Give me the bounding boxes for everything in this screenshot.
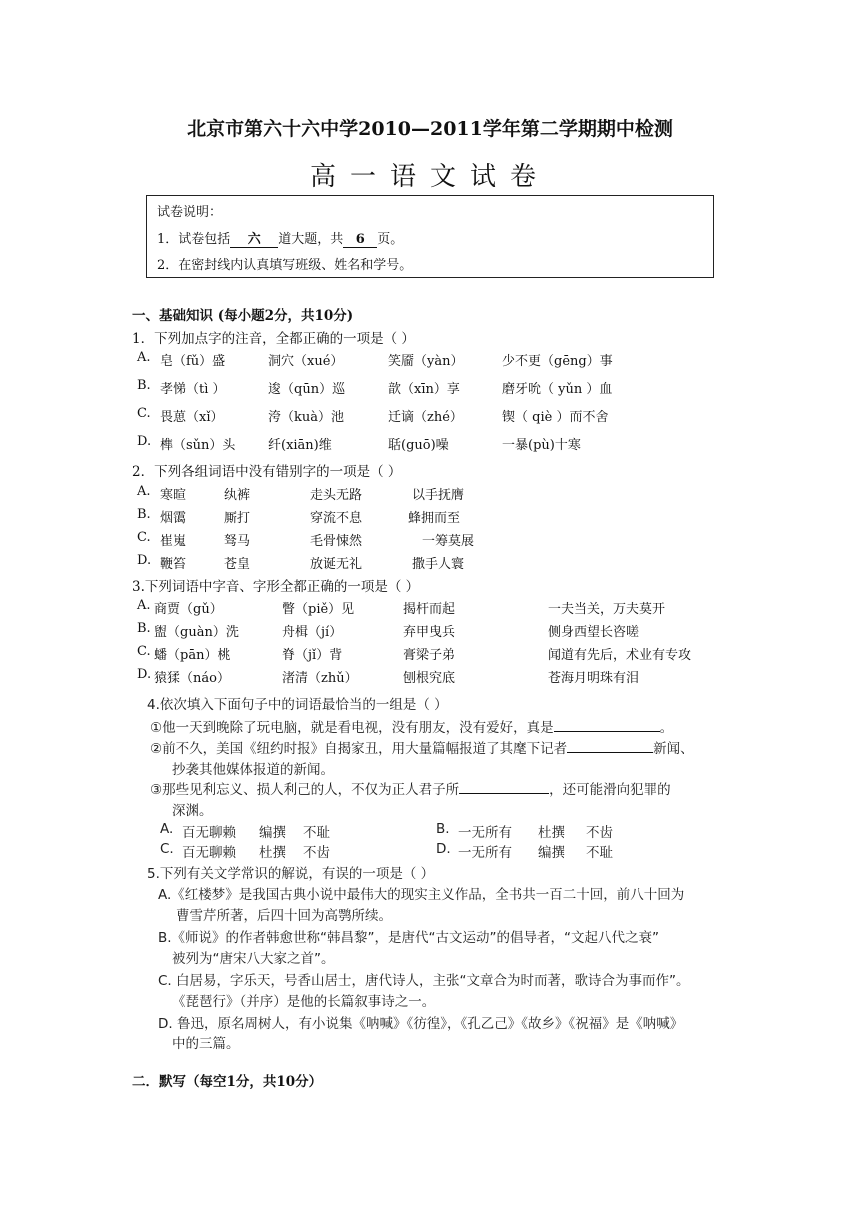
question-count: 六 xyxy=(230,228,278,248)
instructions-line-2: 2．在密封线内认真填写班级、姓名和学号。 xyxy=(157,258,413,273)
page-count: 6 xyxy=(343,232,377,248)
q5-option-d: D. 鲁迅，原名周树人，有小说集《呐喊》《彷徨》，《孔乙己》《故乡》《祝福》是《呐喊》 xyxy=(158,1016,684,1032)
instructions-heading: 试卷说明： xyxy=(157,205,223,220)
q4-stem: 4.依次填入下面句子中的词语最恰当的一组是（ ） xyxy=(147,697,448,713)
answer-blank xyxy=(567,738,653,753)
q5-stem: 5.下列有关文学常识的解说，有误的一项是（ ） xyxy=(147,866,435,882)
q2-stem: 2．下列各组词语中没有错别字的一项是（ ） xyxy=(132,464,402,480)
answer-blank xyxy=(459,779,549,794)
q4-sentence-3: ③那些见利忘义、损人利己的人，不仅为正人君子所 ，还可能滑向犯罪的 xyxy=(150,778,671,798)
q4-sentence-3-cont: 深渊。 xyxy=(172,803,213,819)
q4-sentence-2: ②前不久，美国《纽约时报》自揭家丑，用大量篇幅报道了其麾下记者 新闻、 xyxy=(150,737,694,757)
q4-sentence-1: ①他一天到晚除了玩电脑，就是看电视，没有朋友，没有爱好，真是 。 xyxy=(150,716,673,736)
q5-option-b: B.《师说》的作者韩愈世称“韩昌黎”，是唐代“古文运动”的倡导者，“文起八代之衰” xyxy=(158,930,660,946)
q1-stem: 1．下列加点字的注音，全都正确的一项是（ ） xyxy=(132,331,415,347)
q5-option-a: A.《红楼梦》是我国古典小说中最伟大的现实主义作品，全书共一百二十回，前八十回为 xyxy=(158,887,685,903)
section-2-title: 二．默写（每空1分，共10分） xyxy=(132,1074,323,1090)
answer-blank xyxy=(554,717,660,732)
q5-option-c: C. 白居易，字乐天，号香山居士，唐代诗人，主张“文章合为时而著，歌诗合为事而作”。 xyxy=(158,973,690,989)
school-title: 北京市第六十六中学2010—2011学年第二学期期中检测 xyxy=(187,118,673,140)
q4-sentence-2-cont: 抄袭其他媒体报道的新闻。 xyxy=(172,762,334,778)
instructions-line-1: 1．试卷包括 六 道大题，共 6 页。 xyxy=(157,228,403,248)
q3-stem: 3.下列词语中字音、字形全都正确的一项是（ ） xyxy=(132,579,420,595)
paper-title: 高一语文试卷 xyxy=(309,162,550,192)
instructions-box xyxy=(146,195,714,278)
section-1-title: 一、基础知识 (每小题2分，共10分) xyxy=(132,308,354,324)
